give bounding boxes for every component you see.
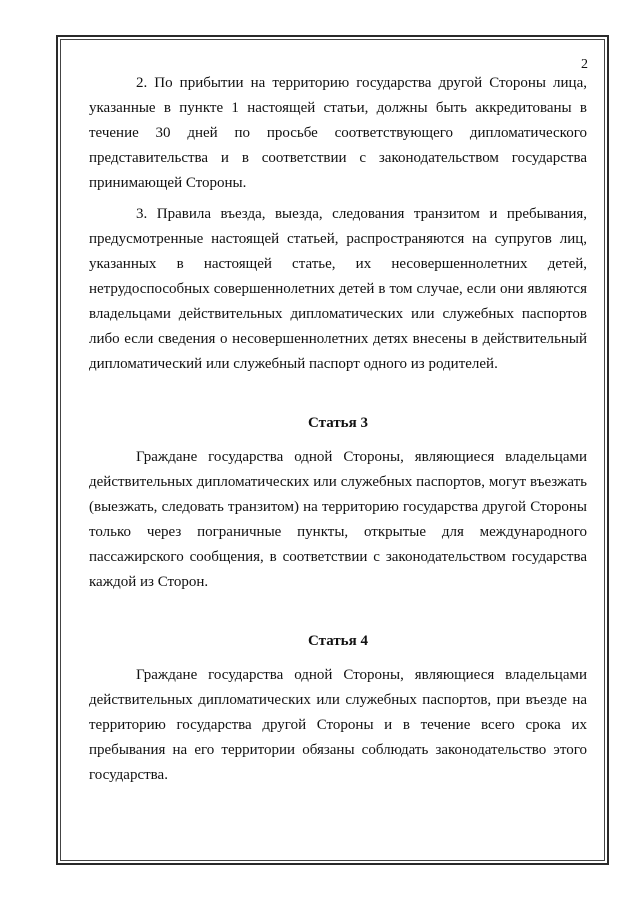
heading-spacer: [89, 436, 587, 445]
article-4-text: Граждане государства одной Стороны, являющиеся владельцами действительных дипломатических или служебных паспортов, при въезде на территорию государства другой Стороны и в течение всего срока их пребывания на его территории обязаны соблюдать законодательство этого государства.: [89, 667, 587, 783]
article-3: [89, 411, 587, 595]
article-3-title: Статья 3: [308, 415, 368, 431]
section-spacer: [89, 595, 587, 629]
article-4-title: Статья 4: [308, 633, 368, 649]
section-spacer: [89, 377, 587, 411]
clause-3: 3. Правила въезда, выезда, следования транзитом и пребывания, предусмотренные настоящей статьей, распространяются на супругов лиц, указанных в настоящей статье, их несовершеннолетних детей, нетрудоспособных совершеннолетних детей в том случае, если они являются владельцами действительных дипломатических или служебных паспортов либо если сведения о несовершеннолетних детях внесены в действительный дипломатический или служебный паспорт одного из родителей.: [89, 206, 587, 372]
heading-spacer: [89, 654, 587, 663]
article-3-text: Граждане государства одной Стороны, являющиеся владельцами действительных дипломатических или служебных паспортов, могут въезжать (выезжать, следовать транзитом) на территорию государства другой Стороны только через пограничные пункты, открытые для международного пассажирского сообщения, в соответствии с законодательством государства каждой из Сторон.: [89, 449, 587, 590]
document-body: [89, 71, 587, 788]
clause-2: 2. По прибытии на территорию государства другой Стороны лица, указанные в пункте 1 настоящей статьи, должны быть аккредитованы в течение 30 дней по просьбе соответствующего дипломатического представительства и в соответствии с законодательством государства принимающей Стороны.: [89, 75, 587, 191]
page-number: 2: [581, 57, 588, 72]
article-4: [89, 629, 587, 788]
